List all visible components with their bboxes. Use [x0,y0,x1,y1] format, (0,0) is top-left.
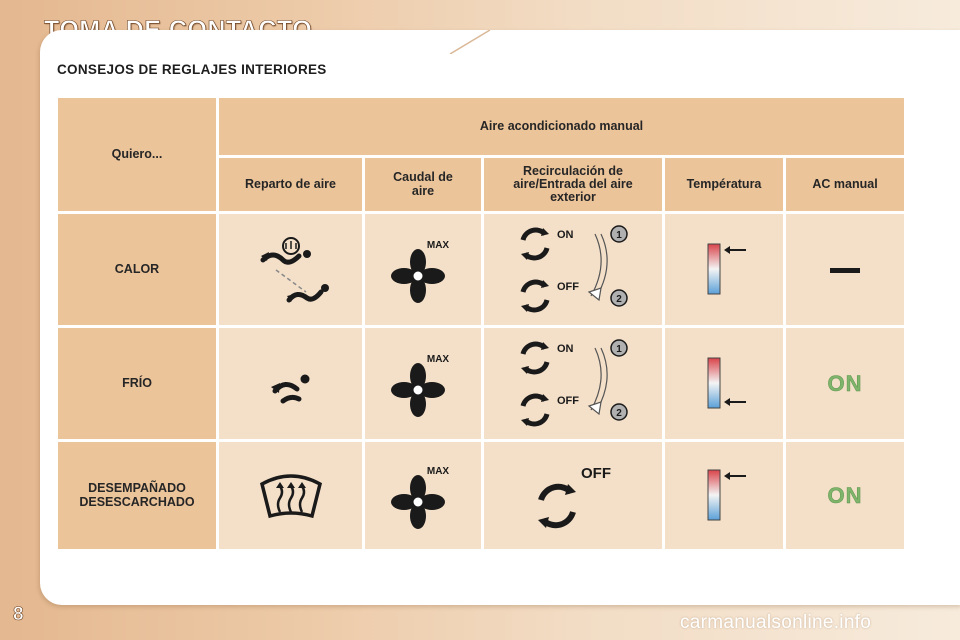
fan-max-icon [388,350,458,418]
recirc-on-label: ON [557,342,574,355]
panel-tab-edge [410,30,960,54]
recirculation-icon [521,394,549,426]
recirculation-off-icon [523,458,623,534]
column-header: AC manual [786,158,904,211]
recirc-off-label: OFF [557,280,579,293]
fan-max-label: MAX [426,239,450,251]
column-header-text: Recirculación de aire/Entrada del aire exterior [513,163,633,205]
row-label: CALOR [58,214,216,325]
distribution-cell [219,442,362,549]
ac-cell [786,442,904,549]
recirculation-cell [484,328,662,439]
step-1-number: 1 [616,229,622,241]
flow-cell [365,214,481,325]
recirc-off-label: OFF [557,394,579,407]
sequence-arrow [591,348,601,410]
row-label: FRÍO [58,328,216,439]
distribution-cell [219,328,362,439]
row-label [58,442,216,549]
temperature-hot-icon [694,240,754,300]
flow-cell [365,328,481,439]
temperature-cell [665,328,783,439]
table-row [58,442,904,549]
column-header [484,158,662,211]
fan-max-label: MAX [426,353,450,365]
temperature-cell [665,442,783,549]
section-title: CONSEJOS DE REGLAJES INTERIORES [57,62,327,77]
recirc-on-label: ON [557,228,574,241]
step-2-number: 2 [616,407,622,419]
table-row [58,328,904,439]
recirculation-icon [521,228,549,260]
row-label-text: DESEMPAÑADO DESESCARCHADO [79,481,195,509]
ac-on-label: ON [827,482,863,508]
page-number: 8 [13,604,24,625]
fan-max-icon [388,236,458,304]
recirc-off-label: OFF [581,464,611,482]
step-2-number: 2 [616,293,622,305]
corner-header: Quiero... [58,98,216,211]
watermark: carmanualsonline.info [680,612,872,633]
flow-cell [365,442,481,549]
recirculation-sequence-icon [513,336,633,432]
group-header: Aire acondicionado manual [219,98,904,155]
air-to-windscreen-and-feet-icon [241,230,341,310]
distribution-cell [219,214,362,325]
column-header: Températura [665,158,783,211]
ac-not-applicable [830,268,860,273]
temperature-cell [665,214,783,325]
sequence-arrow [591,234,601,296]
column-header: Reparto de aire [219,158,362,211]
recirculation-icon [521,342,549,374]
settings-table [55,95,907,552]
recirculation-icon [538,484,576,528]
windscreen-defrost-icon [256,470,326,522]
ac-on-label: ON [827,370,863,396]
temperature-cold-icon [694,354,754,414]
column-header-text: Caudal de aire [393,170,453,198]
temperature-hot-icon [694,466,754,526]
recirculation-icon [521,280,549,312]
recirculation-cell [484,442,662,549]
title-band-bg [40,0,420,54]
ac-cell [786,214,904,325]
table-row [58,214,904,325]
air-to-face-icon [261,359,321,409]
ac-cell [786,328,904,439]
fan-max-icon [388,462,458,530]
recirculation-cell [484,214,662,325]
fan-max-label: MAX [426,465,450,477]
step-1-number: 1 [616,343,622,355]
column-header [365,158,481,211]
recirculation-sequence-icon [513,222,633,318]
